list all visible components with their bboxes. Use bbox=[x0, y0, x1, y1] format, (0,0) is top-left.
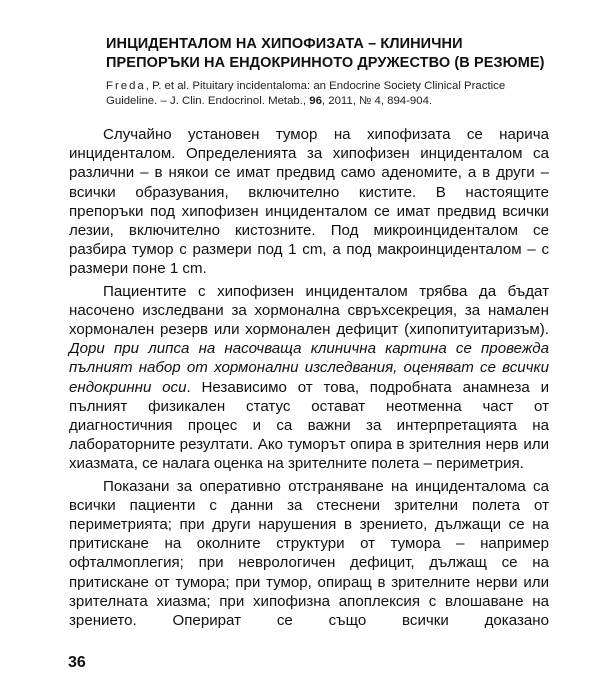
paragraph-2-start: Пациентите с хипофизен инциденталом трябва да бъдат насочено изследвани за хормонална свръхсекреция, за намален хормонален резерв или хормонален дефицит (хипопитуитаризъм). bbox=[69, 282, 549, 339]
reference-authors: Freda bbox=[106, 80, 146, 92]
paragraph-1: Случайно установен тумор на хипофизата се нарича инциденталом. Определенията за хипофизен инциденталом са различни – в някои се имат предвид само аденомите, а в други – всички образувания, включително кистите. В настоящите препоръки под хипофизен инциденталом се имат предвид всички лезии, включително кистозните. Под микроинциденталом се разбира тумор с размери под 1 cm, а под макроинциденталом – с размери поне 1 cm. bbox=[69, 126, 549, 278]
article-reference bbox=[106, 79, 546, 109]
paragraph-2 bbox=[69, 282, 549, 474]
paragraph-2-italic: Дори при липса на насочваща клинична картина се провежда пълният набор от хормонални изследвания, оценяват се всички ендокринни оси bbox=[69, 340, 549, 396]
reference-volume: 96 bbox=[309, 95, 322, 107]
reference-citation: , P. et al. Pituitary incidentaloma: an Endocrine Society Clinical Practice Guideline. – J. Clin. Endocrinol. Metab., bbox=[106, 80, 506, 107]
paragraph-3: Показани за оперативно отстраняване на инциденталома са всички пациенти с данни за стеснени зрителни полета от периметрията; при други нарушения в зрението, дължащи се на притискане на околните структури от тумора – например офталмоплегия; при неврологичен дефицит, дължащ се на притискане от тумора; при тумор, опиращ в зрителните нерви или зрителната хиазма; при хипофизна апоплексия с влошаване на зрението. Оперират се също всички доказано bbox=[69, 477, 549, 630]
article-title: ИНЦИДЕНТАЛОМ НА ХИПОФИЗАТА – КЛИНИЧНИ ПРЕПОРЪКИ НА ЕНДОКРИННОТО ДРУЖЕСТВО (В РЕЗЮМЕ) bbox=[106, 36, 545, 71]
page-number: 36 bbox=[68, 654, 86, 671]
article-body bbox=[69, 125, 549, 633]
paragraph-2-end: . Независимо от това, подробната анамнеза и пълният физикален статус остават неотменна част от диагностичния процес и са важни за интерпретацията на лабораторните резултати. Ако туморът опира в зрителния нерв или хиазмата, се налага оценка на зрителните полета – периметрия. bbox=[69, 378, 550, 473]
reference-tail: , 2011, № 4, 894-904. bbox=[321, 95, 433, 107]
